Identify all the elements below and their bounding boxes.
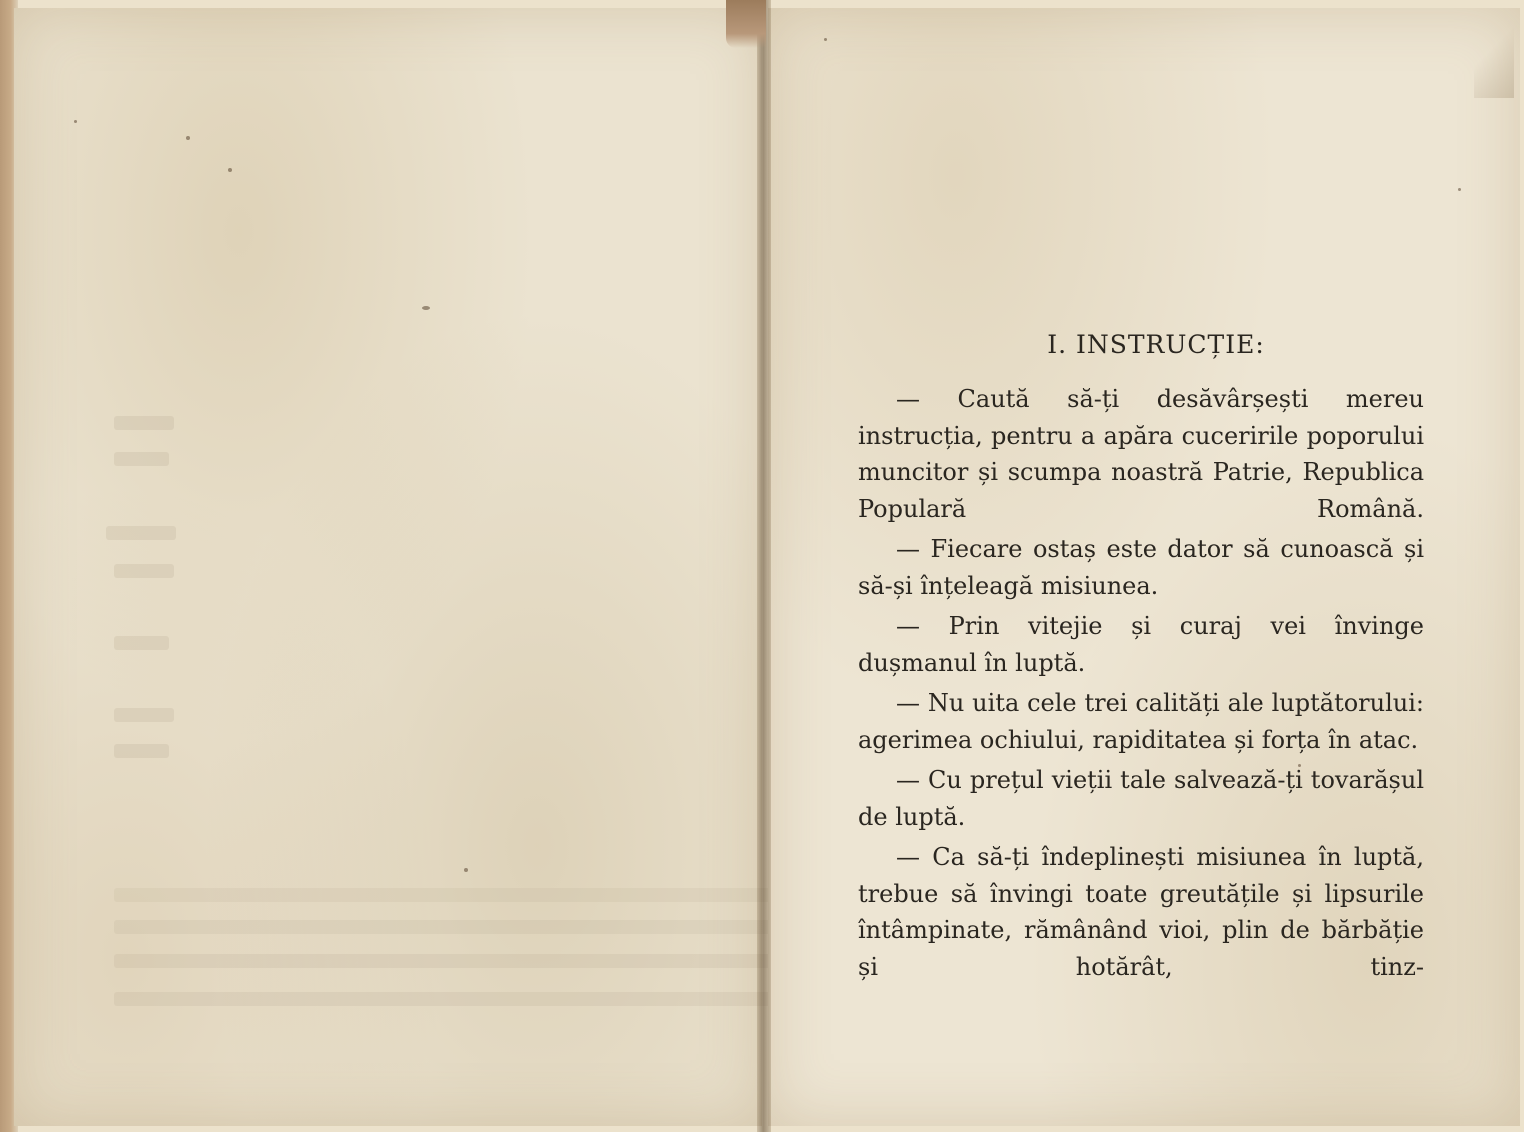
bleed-through-line [114, 744, 169, 758]
paragraph: — Prin vitejie și curaj vei învinge dușmanul în luptă. [858, 612, 1424, 677]
bleed-through-line [114, 636, 169, 650]
bleed-through-line [114, 416, 174, 430]
bleed-through-line [114, 920, 774, 934]
bleed-through-line [106, 526, 176, 540]
paragraph: — Ca să-ți îndeplinești misiunea în luptă, trebue să învingi toate greutățile și lipsurile întâmpinate, rămânând vioi, plin de bărbăție și hotărât, tinz- [858, 843, 1424, 981]
bleed-through-line [114, 564, 174, 578]
ink-spot [228, 168, 232, 172]
bleed-through-line [114, 888, 774, 902]
spine-tear [726, 0, 766, 48]
section-heading: I. INSTRUCȚIE: [1047, 330, 1265, 359]
ink-spot [1458, 188, 1461, 191]
ink-spot [464, 868, 468, 872]
paragraph: — Fiecare ostaș este dator să cunoască și să-și înțeleagă misiunea. [858, 535, 1424, 600]
left-page [14, 8, 762, 1126]
bleed-through-line [114, 954, 774, 968]
bleed-through-line [114, 708, 174, 722]
ink-spot [422, 306, 430, 310]
page-corner-fold [1474, 18, 1514, 98]
paragraph: — Caută să-ți desăvârșești mereu instrucția, pentru a apăra cuceririle poporului muncitor și scumpa noastră Patrie, Republica Populară Română. [858, 385, 1424, 523]
right-page-text [858, 330, 1424, 989]
ink-spot [74, 120, 77, 123]
book-gutter [757, 0, 771, 1132]
paragraph: — Cu prețul vieții tale salvează-ți tovarășul de luptă. [858, 766, 1424, 831]
ink-spot [186, 136, 190, 140]
bleed-through-line [114, 452, 169, 466]
ink-spot [824, 38, 827, 41]
bleed-through-line [114, 992, 774, 1006]
paragraph: — Nu uita cele trei calități ale luptătorului: agerimea ochiului, rapiditatea și forța în atac. [858, 689, 1424, 754]
